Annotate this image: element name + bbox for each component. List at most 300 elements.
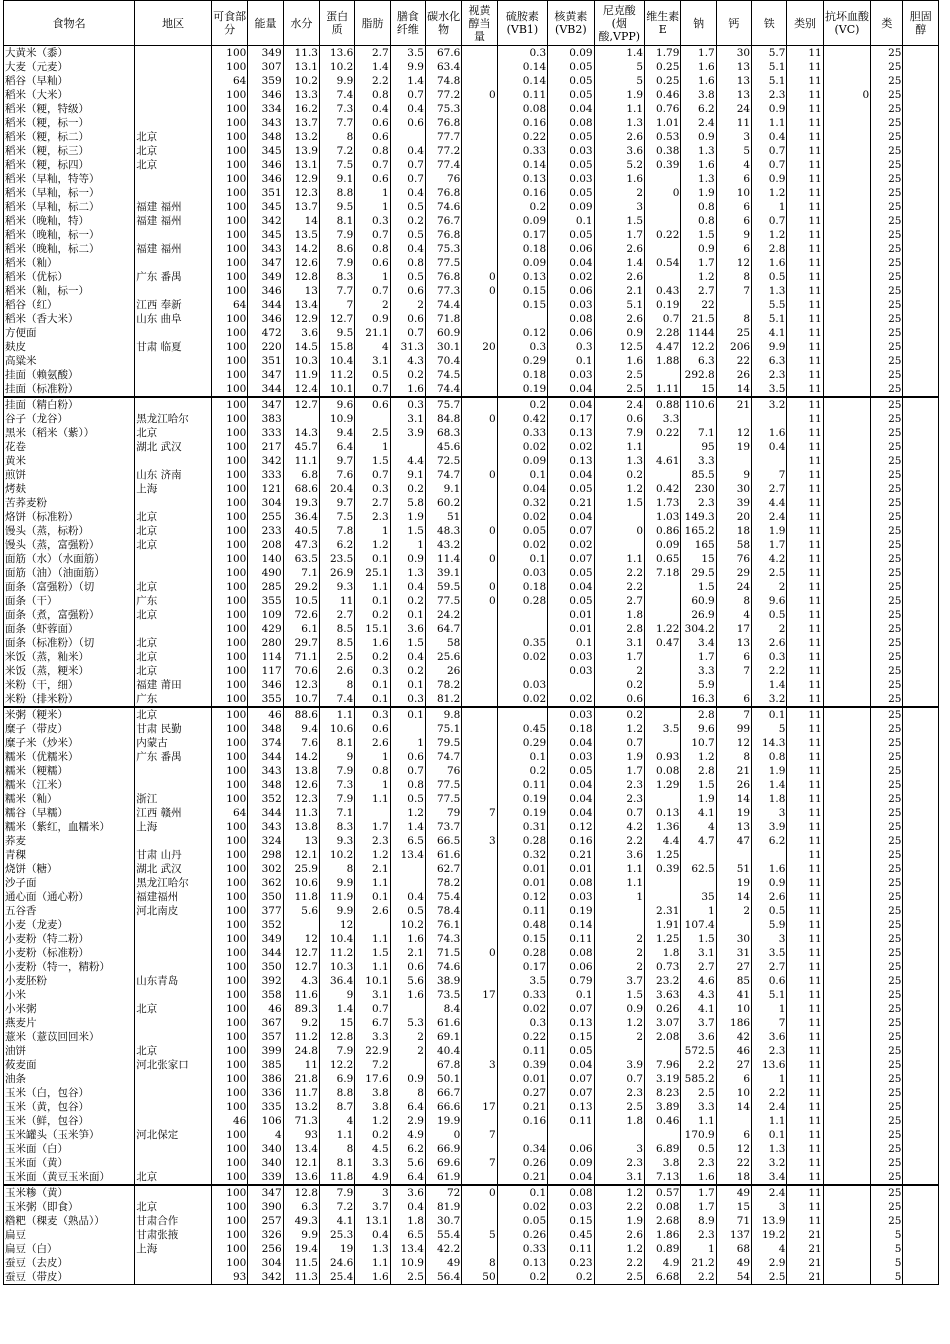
value-cell: 25.3 <box>320 1228 355 1242</box>
value-cell: 0.6 <box>752 974 787 988</box>
value-cell: 25 <box>871 1016 903 1030</box>
value-cell: 11.2 <box>320 368 355 382</box>
value-cell: 26 <box>716 778 751 792</box>
value-cell: 3 <box>752 806 787 820</box>
value-cell: 3.8 <box>681 88 716 102</box>
value-cell: 46 <box>211 1114 247 1128</box>
value-cell: 8 <box>716 750 751 764</box>
value-cell: 2.5 <box>752 1270 787 1285</box>
value-cell <box>823 1058 870 1072</box>
value-cell: 3.3 <box>355 1030 390 1044</box>
table-row <box>4 566 939 580</box>
table-row <box>4 1072 939 1086</box>
value-cell <box>823 158 870 172</box>
value-cell: 89.3 <box>283 1002 319 1016</box>
value-cell: 12.2 <box>681 340 716 354</box>
value-cell: 10.4 <box>320 932 355 946</box>
value-cell: 1.88 <box>645 354 681 368</box>
value-cell <box>823 834 870 848</box>
value-cell: 0.19 <box>497 382 547 397</box>
value-cell: 1.2 <box>594 1016 644 1030</box>
value-cell: 0.9 <box>752 876 787 890</box>
value-cell: 0.04 <box>548 397 594 412</box>
value-cell: 35 <box>681 890 716 904</box>
region-cell <box>135 1086 212 1100</box>
value-cell: 0.31 <box>497 820 547 834</box>
value-cell: 9.6 <box>752 594 787 608</box>
value-cell: 7.9 <box>320 1185 355 1200</box>
value-cell <box>462 918 497 932</box>
value-cell: 0.43 <box>645 284 681 298</box>
value-cell: 0.46 <box>645 1114 681 1128</box>
value-cell: 20.4 <box>320 482 355 496</box>
value-cell: 5.5 <box>752 298 787 312</box>
food-name-cell: 稻米（粳，标三） <box>4 144 135 158</box>
value-cell: 100 <box>211 426 247 440</box>
value-cell: 13.6 <box>752 1058 787 1072</box>
value-cell: 11 <box>787 426 823 440</box>
column-header: 地区 <box>135 1 212 46</box>
value-cell: 1.6 <box>681 158 716 172</box>
value-cell <box>903 1044 939 1058</box>
value-cell: 11 <box>787 1142 823 1156</box>
food-name-cell: 稻米（大米） <box>4 88 135 102</box>
value-cell: 0.9 <box>681 130 716 144</box>
value-cell: 15 <box>320 1016 355 1030</box>
value-cell: 0.03 <box>548 298 594 312</box>
value-cell: 304 <box>248 496 283 510</box>
value-cell <box>645 792 681 806</box>
value-cell: 2.6 <box>320 664 355 678</box>
value-cell: 25 <box>871 412 903 426</box>
value-cell: 0.7 <box>594 1072 644 1086</box>
value-cell: 149.3 <box>681 510 716 524</box>
value-cell <box>681 876 716 890</box>
value-cell <box>903 130 939 144</box>
value-cell: 100 <box>211 256 247 270</box>
value-cell: 8.8 <box>320 1086 355 1100</box>
value-cell: 0.1 <box>548 214 594 228</box>
value-cell: 66.6 <box>425 1100 461 1114</box>
value-cell: 46 <box>248 707 283 722</box>
value-cell: 8 <box>716 594 751 608</box>
value-cell: 46 <box>716 1044 751 1058</box>
value-cell: 25 <box>871 88 903 102</box>
value-cell: 1.36 <box>645 820 681 834</box>
value-cell: 1.4 <box>594 256 644 270</box>
food-name-cell: 小麦（龙麦） <box>4 918 135 932</box>
value-cell: 64 <box>211 298 247 312</box>
value-cell: 1.1 <box>355 960 390 974</box>
value-cell: 2 <box>390 298 425 312</box>
value-cell: 1.2 <box>390 806 425 820</box>
value-cell: 100 <box>211 974 247 988</box>
region-cell: 北京 <box>135 707 212 722</box>
value-cell: 0.05 <box>548 130 594 144</box>
value-cell: 10.6 <box>283 876 319 890</box>
value-cell: 0.9 <box>752 102 787 116</box>
value-cell: 11 <box>787 242 823 256</box>
region-cell <box>135 552 212 566</box>
value-cell <box>390 440 425 454</box>
value-cell: 0.01 <box>497 862 547 876</box>
value-cell: 170.9 <box>681 1128 716 1142</box>
value-cell: 0.22 <box>645 228 681 242</box>
value-cell: 100 <box>211 172 247 186</box>
value-cell: 12.1 <box>283 848 319 862</box>
value-cell <box>823 397 870 412</box>
value-cell <box>903 60 939 74</box>
food-name-cell: 小麦粉（标准粉） <box>4 946 135 960</box>
region-cell: 甘肃 临夏 <box>135 340 212 354</box>
value-cell: 345 <box>248 144 283 158</box>
value-cell: 100 <box>211 1128 247 1142</box>
value-cell: 0.6 <box>390 284 425 298</box>
value-cell: 351 <box>248 354 283 368</box>
value-cell <box>903 1185 939 1200</box>
value-cell: 9.9 <box>283 1228 319 1242</box>
value-cell: 106 <box>248 1114 283 1128</box>
value-cell: 19 <box>716 876 751 890</box>
food-name-cell: 馒头（蒸，富强粉） <box>4 538 135 552</box>
food-name-cell: 玉米面（黄） <box>4 1156 135 1170</box>
value-cell <box>548 678 594 692</box>
value-cell: 6.5 <box>390 834 425 848</box>
value-cell: 11 <box>787 130 823 144</box>
food-name-cell: 糜子（带皮） <box>4 722 135 736</box>
table-row <box>4 312 939 326</box>
value-cell: 3.2 <box>752 692 787 707</box>
value-cell <box>823 904 870 918</box>
value-cell: 5.1 <box>752 988 787 1002</box>
value-cell: 7.18 <box>645 566 681 580</box>
value-cell <box>462 454 497 468</box>
value-cell: 8.5 <box>320 636 355 650</box>
value-cell: 7.9 <box>320 764 355 778</box>
value-cell: 0.03 <box>548 664 594 678</box>
value-cell: 13 <box>716 820 751 834</box>
value-cell: 3.7 <box>594 974 644 988</box>
value-cell: 1.2 <box>355 538 390 552</box>
value-cell: 347 <box>248 1185 283 1200</box>
value-cell: 6.2 <box>752 834 787 848</box>
value-cell: 25 <box>871 524 903 538</box>
value-cell: 342 <box>248 454 283 468</box>
value-cell: 11 <box>787 707 823 722</box>
value-cell: 21 <box>787 1228 823 1242</box>
region-cell: 河北保定 <box>135 1128 212 1142</box>
food-name-cell: 谷子（龙谷） <box>4 412 135 426</box>
value-cell: 0.13 <box>548 1016 594 1030</box>
value-cell: 11 <box>787 608 823 622</box>
value-cell: 100 <box>211 382 247 397</box>
value-cell: 51 <box>716 862 751 876</box>
value-cell: 3 <box>355 1185 390 1200</box>
value-cell <box>823 974 870 988</box>
value-cell: 4 <box>752 1242 787 1256</box>
value-cell: 1 <box>752 200 787 214</box>
value-cell: 0.05 <box>548 764 594 778</box>
value-cell: 3.6 <box>390 622 425 636</box>
value-cell: 72.6 <box>283 608 319 622</box>
region-cell <box>135 1030 212 1044</box>
value-cell: 50.1 <box>425 1072 461 1086</box>
value-cell: 100 <box>211 1170 247 1185</box>
value-cell: 25 <box>871 876 903 890</box>
value-cell: 0.28 <box>497 594 547 608</box>
food-name-cell: 黑米（稻米（紫）） <box>4 426 135 440</box>
value-cell: 15 <box>681 552 716 566</box>
value-cell: 12 <box>716 426 751 440</box>
value-cell <box>462 186 497 200</box>
value-cell <box>390 130 425 144</box>
value-cell: 2 <box>594 932 644 946</box>
value-cell: 3.5 <box>497 974 547 988</box>
value-cell: 5 <box>871 1270 903 1285</box>
value-cell: 0.5 <box>390 228 425 242</box>
value-cell: 11 <box>787 46 823 61</box>
value-cell: 2 <box>390 1030 425 1044</box>
value-cell <box>823 890 870 904</box>
value-cell: 0.07 <box>548 524 594 538</box>
value-cell: 343 <box>248 820 283 834</box>
value-cell: 2.2 <box>681 1270 716 1285</box>
value-cell: 334 <box>248 102 283 116</box>
value-cell: 0.8 <box>355 144 390 158</box>
value-cell: 9.1 <box>320 172 355 186</box>
value-cell: 25 <box>871 750 903 764</box>
value-cell: 4.3 <box>283 974 319 988</box>
value-cell: 0.06 <box>548 284 594 298</box>
value-cell: 13.6 <box>320 46 355 61</box>
value-cell: 100 <box>211 608 247 622</box>
value-cell: 100 <box>211 482 247 496</box>
value-cell: 0 <box>462 524 497 538</box>
value-cell: 0.13 <box>497 1256 547 1270</box>
value-cell: 0.7 <box>355 1002 390 1016</box>
value-cell <box>462 608 497 622</box>
value-cell: 0.18 <box>497 580 547 594</box>
value-cell: 0.02 <box>548 692 594 707</box>
value-cell: 0.09 <box>497 454 547 468</box>
value-cell: 21 <box>787 1256 823 1270</box>
value-cell <box>823 468 870 482</box>
value-cell: 1.29 <box>645 778 681 792</box>
value-cell: 4.61 <box>645 454 681 468</box>
value-cell: 0.4 <box>390 890 425 904</box>
value-cell: 11 <box>787 510 823 524</box>
value-cell: 0.4 <box>390 144 425 158</box>
value-cell: 24 <box>716 580 751 594</box>
food-name-cell: 高粱米 <box>4 354 135 368</box>
value-cell: 233 <box>248 524 283 538</box>
value-cell: 25 <box>871 496 903 510</box>
value-cell: 13.2 <box>283 130 319 144</box>
value-cell: 23.2 <box>645 974 681 988</box>
value-cell: 3.7 <box>355 1200 390 1214</box>
value-cell: 69.6 <box>425 1156 461 1170</box>
food-name-cell: 稻米（粳，特级） <box>4 102 135 116</box>
region-cell <box>135 454 212 468</box>
value-cell <box>462 876 497 890</box>
value-cell <box>823 144 870 158</box>
table-row <box>4 1156 939 1170</box>
value-cell <box>903 74 939 88</box>
value-cell: 2.4 <box>752 510 787 524</box>
value-cell: 100 <box>211 412 247 426</box>
value-cell: 6.7 <box>355 1016 390 1030</box>
value-cell: 2.3 <box>355 510 390 524</box>
value-cell: 3 <box>716 130 751 144</box>
value-cell: 335 <box>248 1100 283 1114</box>
value-cell: 0.14 <box>497 60 547 74</box>
value-cell: 0.1 <box>355 552 390 566</box>
value-cell: 13.1 <box>355 1214 390 1228</box>
value-cell: 7 <box>462 1128 497 1142</box>
value-cell <box>462 397 497 412</box>
value-cell: 0.17 <box>497 228 547 242</box>
value-cell: 71.8 <box>425 312 461 326</box>
value-cell: 0.1 <box>355 678 390 692</box>
value-cell: 11.2 <box>320 946 355 960</box>
value-cell: 11 <box>787 806 823 820</box>
value-cell: 100 <box>211 200 247 214</box>
value-cell <box>823 946 870 960</box>
value-cell: 100 <box>211 538 247 552</box>
value-cell: 88.6 <box>283 707 319 722</box>
value-cell: 6.5 <box>390 1228 425 1242</box>
value-cell <box>823 806 870 820</box>
value-cell: 11.4 <box>425 552 461 566</box>
value-cell: 2.68 <box>645 1214 681 1228</box>
column-header: 膳食纤维 <box>390 1 425 46</box>
value-cell: 5.9 <box>752 918 787 932</box>
value-cell: 1 <box>355 524 390 538</box>
table-row <box>4 552 939 566</box>
value-cell: 100 <box>211 116 247 130</box>
value-cell: 0 <box>462 1185 497 1200</box>
value-cell: 74.4 <box>425 382 461 397</box>
food-name-cell: 玉米（黄，包谷） <box>4 1100 135 1114</box>
table-row <box>4 284 939 298</box>
value-cell: 1.2 <box>681 270 716 284</box>
value-cell: 1.9 <box>681 792 716 806</box>
value-cell: 30 <box>716 46 751 61</box>
value-cell: 0.7 <box>355 158 390 172</box>
value-cell: 10 <box>716 1002 751 1016</box>
value-cell: 100 <box>211 284 247 298</box>
value-cell <box>823 736 870 750</box>
value-cell <box>903 1002 939 1016</box>
value-cell: 4 <box>681 820 716 834</box>
value-cell: 344 <box>248 298 283 312</box>
value-cell <box>752 412 787 426</box>
value-cell <box>903 552 939 566</box>
value-cell: 11 <box>787 918 823 932</box>
value-cell <box>903 454 939 468</box>
table-header-row <box>4 1 939 46</box>
value-cell: 0.05 <box>548 186 594 200</box>
value-cell <box>462 354 497 368</box>
value-cell: 11 <box>787 102 823 116</box>
value-cell: 1 <box>355 200 390 214</box>
value-cell: 12 <box>283 932 319 946</box>
food-name-cell: 麸皮 <box>4 340 135 354</box>
value-cell: 1.4 <box>390 820 425 834</box>
value-cell: 73.7 <box>425 820 461 834</box>
value-cell: 1.1 <box>320 707 355 722</box>
value-cell: 78.2 <box>425 876 461 890</box>
value-cell: 1.8 <box>594 608 644 622</box>
value-cell <box>903 382 939 397</box>
table-row <box>4 1214 939 1228</box>
value-cell: 25 <box>871 46 903 61</box>
value-cell: 3 <box>752 1200 787 1214</box>
food-name-cell: 黄米 <box>4 454 135 468</box>
value-cell: 25 <box>871 200 903 214</box>
value-cell <box>903 510 939 524</box>
food-name-cell: 煎饼 <box>4 468 135 482</box>
value-cell: 72.5 <box>425 454 461 468</box>
value-cell: 3.6 <box>390 1185 425 1200</box>
food-name-cell: 大黄米（黍） <box>4 46 135 61</box>
value-cell: 10.9 <box>320 412 355 426</box>
value-cell: 2.08 <box>645 1030 681 1044</box>
value-cell: 95 <box>681 440 716 454</box>
value-cell: 25 <box>871 552 903 566</box>
table-body <box>4 46 939 1285</box>
value-cell: 343 <box>248 242 283 256</box>
value-cell <box>681 848 716 862</box>
value-cell <box>462 1072 497 1086</box>
value-cell: 1.5 <box>390 524 425 538</box>
value-cell <box>645 242 681 256</box>
value-cell: 1.4 <box>320 1002 355 1016</box>
value-cell: 0.09 <box>548 46 594 61</box>
value-cell: 0.2 <box>390 368 425 382</box>
value-cell: 38.9 <box>425 974 461 988</box>
value-cell: 3.1 <box>594 636 644 650</box>
value-cell: 0.8 <box>752 750 787 764</box>
value-cell: 11 <box>787 932 823 946</box>
value-cell: 0.7 <box>390 158 425 172</box>
region-cell: 福建福州 <box>135 890 212 904</box>
value-cell: 0.08 <box>548 116 594 130</box>
table-row <box>4 1242 939 1256</box>
food-name-cell: 糯米（粳糯） <box>4 764 135 778</box>
table-row <box>4 186 939 200</box>
value-cell <box>823 412 870 426</box>
value-cell <box>823 496 870 510</box>
value-cell: 0.19 <box>548 904 594 918</box>
value-cell: 10.3 <box>320 960 355 974</box>
region-cell: 山东青岛 <box>135 974 212 988</box>
value-cell: 100 <box>211 60 247 74</box>
value-cell: 3.6 <box>594 144 644 158</box>
value-cell: 100 <box>211 1002 247 1016</box>
value-cell: 85 <box>716 974 751 988</box>
value-cell: 25.1 <box>355 566 390 580</box>
food-name-cell: 面条（虾蓉面） <box>4 622 135 636</box>
value-cell <box>903 862 939 876</box>
value-cell: 0.13 <box>497 270 547 284</box>
value-cell: 25 <box>871 102 903 116</box>
value-cell <box>903 1214 939 1228</box>
value-cell: 3.5 <box>752 946 787 960</box>
table-row <box>4 242 939 256</box>
value-cell <box>462 46 497 61</box>
value-cell: 0.07 <box>548 1072 594 1086</box>
